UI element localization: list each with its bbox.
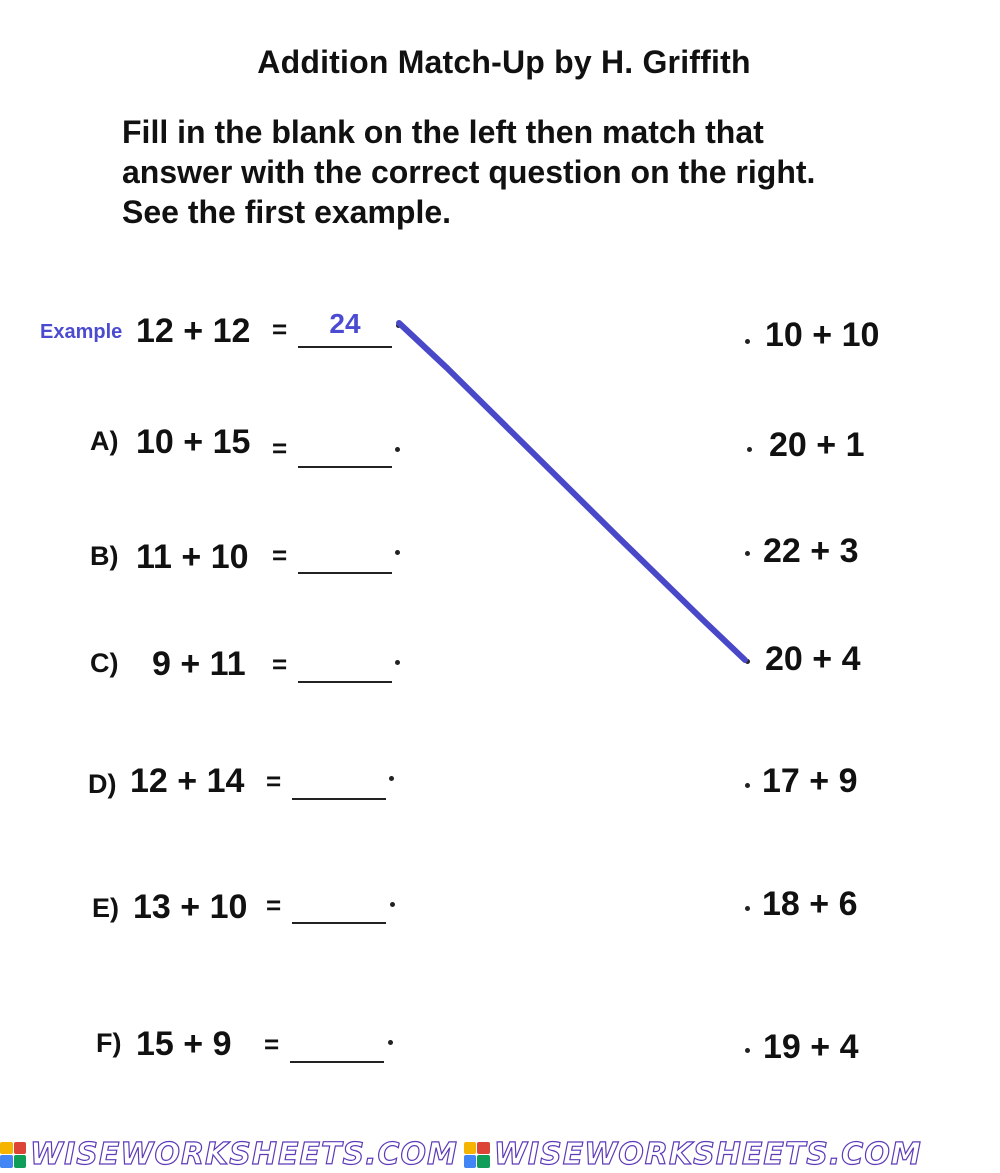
left-expression: 15 + 9 [136, 1025, 232, 1063]
example-tag: Example [40, 321, 123, 343]
right-match-dot[interactable] [745, 906, 750, 911]
equals-sign: = [264, 1029, 280, 1059]
right-expression: 10 + 10 [765, 316, 880, 354]
left-expression: 9 + 11 [152, 645, 246, 683]
instructions [122, 112, 922, 232]
equals-sign: = [272, 540, 288, 570]
watermark-segment [0, 1138, 458, 1172]
equals-sign: = [272, 649, 288, 679]
watermark-brand: WISEWORKSHEETS.COM [30, 1136, 458, 1172]
right-expression: 20 + 1 [769, 426, 865, 464]
right-row-7 [0, 1028, 1000, 1078]
right-row-3 [0, 532, 1000, 582]
right-expression: 22 + 3 [763, 532, 859, 570]
left-expression: 13 + 10 [133, 888, 248, 926]
item-tag: E) [92, 893, 119, 923]
item-tag: D) [88, 769, 117, 799]
right-row-6 [0, 885, 1000, 935]
equals-sign: = [272, 314, 288, 344]
item-tag: A) [90, 426, 119, 456]
wiseworksheets-logo-icon [0, 1142, 26, 1168]
left-expression: 12 + 14 [130, 762, 245, 800]
right-expression: 19 + 4 [763, 1028, 859, 1066]
left-expression: 10 + 15 [136, 423, 251, 461]
right-match-dot[interactable] [745, 1048, 750, 1053]
right-row-1 [0, 316, 1000, 366]
instruction-line-2: answer with the correct question on the right. [122, 154, 816, 190]
left-expression: 12 + 12 [136, 312, 251, 350]
right-row-2 [0, 426, 1000, 476]
item-tag: C) [90, 648, 119, 678]
footer-watermark [0, 1136, 1000, 1173]
left-expression: 11 + 10 [136, 538, 249, 576]
right-row-4 [0, 640, 1000, 690]
right-expression: 20 + 4 [765, 640, 861, 678]
answer-value: 24 [329, 308, 361, 339]
watermark-segment [464, 1138, 922, 1172]
right-match-dot[interactable] [745, 783, 750, 788]
right-row-5 [0, 762, 1000, 812]
right-match-dot[interactable] [747, 447, 752, 452]
instruction-line-3: See the first example. [122, 194, 452, 230]
item-tag: F) [96, 1028, 122, 1058]
equals-sign: = [266, 890, 282, 920]
right-match-dot[interactable] [745, 659, 750, 664]
right-match-dot[interactable] [745, 551, 750, 556]
wiseworksheets-logo-icon [464, 1142, 490, 1168]
right-expression: 17 + 9 [762, 762, 858, 800]
right-expression: 18 + 6 [762, 885, 858, 923]
right-match-dot[interactable] [745, 339, 750, 344]
worksheet-title: Addition Match-Up by H. Griffith [257, 44, 751, 80]
equals-sign: = [272, 433, 288, 463]
watermark-brand: WISEWORKSHEETS.COM [493, 1136, 922, 1172]
item-tag: B) [90, 541, 119, 571]
instruction-line-1: Fill in the blank on the left then match that [122, 114, 764, 150]
equals-sign: = [266, 766, 282, 796]
